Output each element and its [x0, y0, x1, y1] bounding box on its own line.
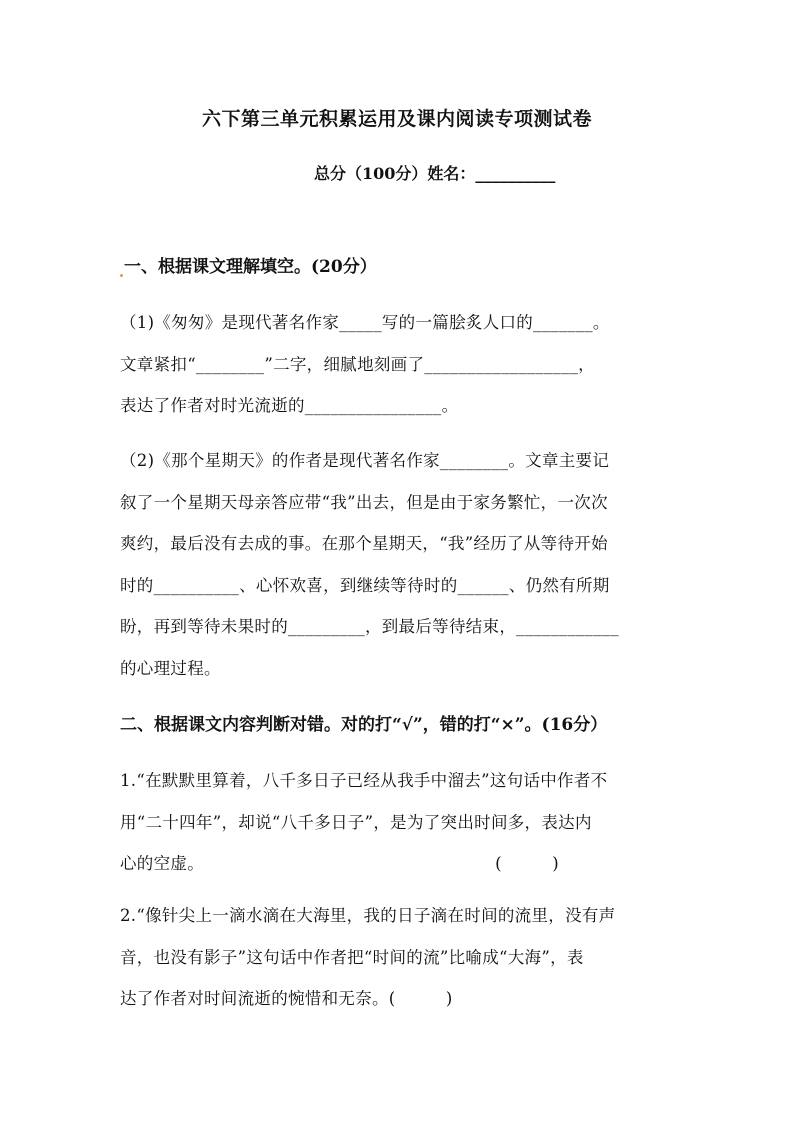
- text-line: 2.“像针尖上一滴水滴在大海里，我的日子滴在时间的流里，没有声: [120, 906, 616, 925]
- text-line: 叙了一个星期天母亲答应带“我”出去，但是由于家务繁忙，一次次: [120, 492, 608, 512]
- judgment-item-1: [120, 760, 682, 885]
- question-1-2: [120, 440, 682, 689]
- judgment-item-2: [120, 895, 682, 1020]
- text-line: 文章紧扣“________”二字，细腻地刻画了__________________，: [120, 354, 595, 374]
- text-line: 用“二十四年”，却说“八千多日子”，是为了突出时间多，表达内: [120, 812, 592, 832]
- text-line: 时的__________、心怀欢喜，到继续等待时的______、仍然有所期: [120, 575, 610, 595]
- text-line: 表达了作者对时光流逝的________________。: [120, 396, 459, 415]
- text-line: 盼，再到等待未果时的_________，到最后等待结束，____________: [120, 617, 619, 636]
- text-line: 音，也没有影子”这句话中作者把“时间的流”比喻成“大海”，表: [120, 947, 584, 967]
- score-name-line: 总分（100分）姓名：__________: [314, 164, 556, 183]
- section-1-heading-text: 一、根据课文理解填空。(20分）: [124, 257, 377, 277]
- mark-dot: [120, 274, 123, 277]
- question-1-1: [120, 302, 682, 427]
- section-1-heading: [120, 252, 377, 277]
- text-line: 1.“在默默里算着，八千多日子已经从我手中溜去”这句话中作者不: [120, 771, 608, 790]
- text-line: （2)《那个星期天》的作者是现代著名作家________。文章主要记: [120, 451, 610, 470]
- answer-parentheses: ( ): [495, 854, 559, 873]
- section-2-heading: 二、根据课文内容判断对错。对的打“√”，错的打“×”。(16分）: [120, 715, 608, 735]
- text-line: 的心理过程。: [120, 658, 221, 678]
- page-title: 六下第三单元积累运用及课内阅读专项测试卷: [201, 108, 592, 130]
- text-line: 达了作者对时间流逝的惋惜和无奈。( ): [120, 989, 453, 1008]
- text-line-with-answer: [120, 843, 682, 885]
- text-fragment: 心的空虚。: [120, 854, 204, 873]
- text-line: （1)《匆匆》是现代著名作家_____写的一篇脍炙人口的_______。: [120, 313, 610, 332]
- text-line: 爽约，最后没有去成的事。在那个星期天，“我”经历了从等待开始: [120, 534, 608, 553]
